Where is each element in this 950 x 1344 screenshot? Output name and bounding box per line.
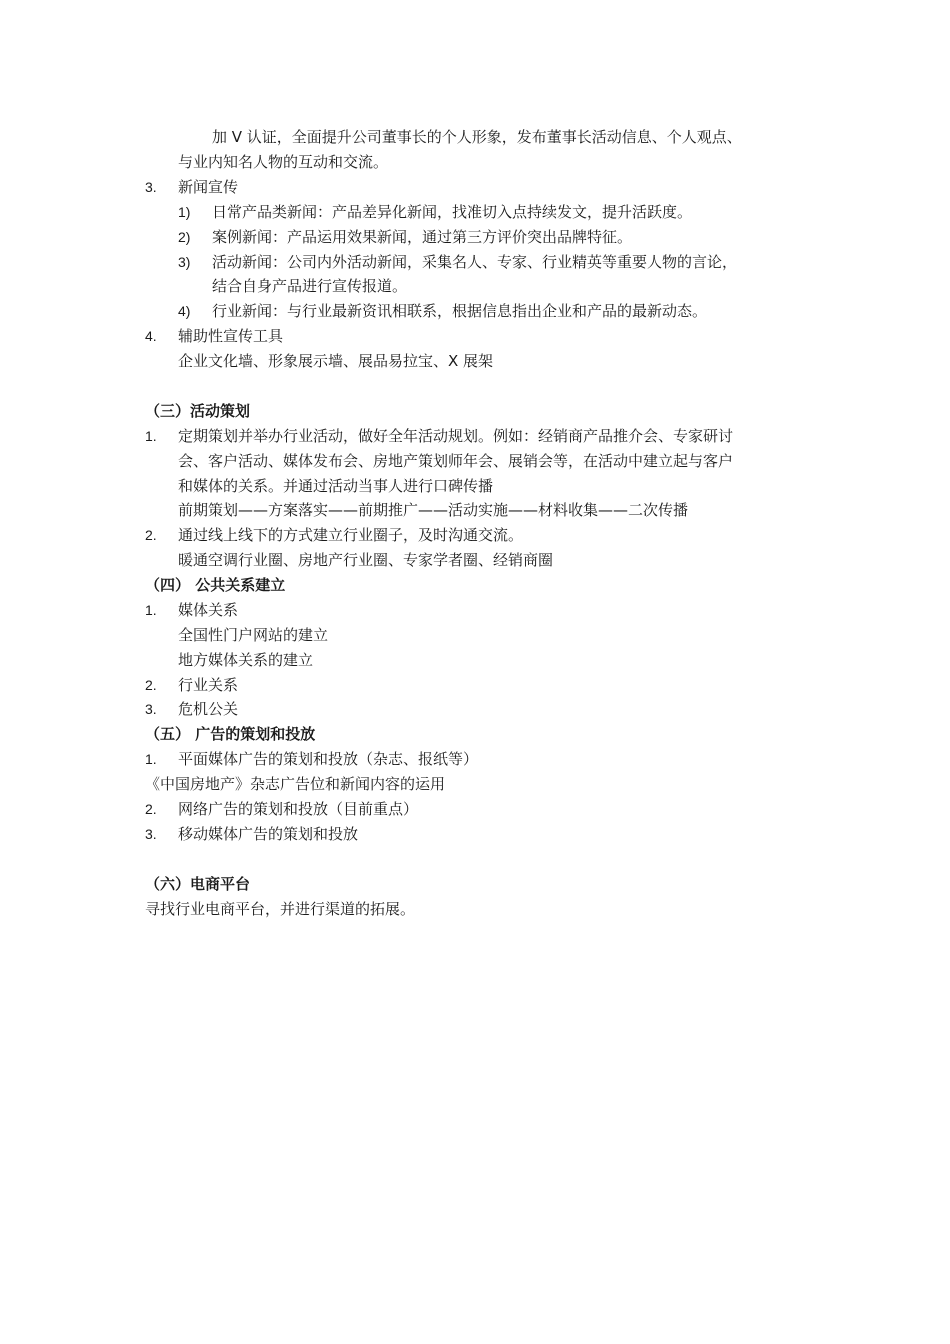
list-item-title: 新闻宣传 [178,178,239,196]
sublist-number: 3) [178,254,191,270]
sublist-number: 1) [178,204,191,220]
list-number: 2. [145,677,157,693]
section-heading: （五） 广告的策划和投放 [145,725,316,743]
list-number: 3. [145,826,157,842]
paragraph-line: 会、客户活动、媒体发布会、房地产策划师年会、展销会等，在活动中建立起与客户 [178,452,734,470]
sublist-item: 案例新闻：产品运用效果新闻，通过第三方评价突出品牌特征。 [212,228,633,246]
list-number: 2. [145,527,157,543]
paragraph-line: 寻找行业电商平台，并进行渠道的拓展。 [145,900,416,918]
paragraph-line: 《中国房地产》杂志广告位和新闻内容的运用 [145,775,446,793]
list-item-title: 媒体关系 [178,601,239,619]
sublist-number: 2) [178,229,191,245]
list-number: 1. [145,602,157,618]
list-item-detail: 企业文化墙、形象展示墙、展品易拉宝、X 展架 [178,352,494,370]
paragraph-line: 与业内知名人物的互动和交流。 [178,153,389,171]
section-heading: （四） 公共关系建立 [145,576,286,594]
paragraph-line: 前期策划——方案落实——前期推广——活动实施——材料收集——二次传播 [178,501,689,519]
list-item-title: 辅助性宣传工具 [178,327,284,345]
list-number: 1. [145,751,157,767]
paragraph-line: 加 V 认证，全面提升公司董事长的个人形象，发布董事长活动信息、个人观点、 [212,128,742,146]
list-item-title: 行业关系 [178,676,239,694]
sublist-item: 活动新闻：公司内外活动新闻，采集名人、专家、行业精英等重要人物的言论， [212,253,738,271]
list-number: 3. [145,701,157,717]
section-heading: （六）电商平台 [145,875,251,893]
sublist-number: 4) [178,303,191,319]
paragraph-line: 通过线上线下的方式建立行业圈子，及时沟通交流。 [178,526,524,544]
sublist-item: 行业新闻：与行业最新资讯相联系，根据信息指出企业和产品的最新动态。 [212,302,708,320]
list-item-title: 平面媒体广告的策划和投放（杂志、报纸等） [178,750,479,768]
list-number: 2. [145,801,157,817]
paragraph-line: 暖通空调行业圈、房地产行业圈、专家学者圈、经销商圈 [178,551,554,569]
list-number: 1. [145,428,157,444]
sublist-item: 日常产品类新闻：产品差异化新闻，找准切入点持续发文，提升活跃度。 [212,203,693,221]
list-item-title: 危机公关 [178,700,239,718]
list-item-detail: 地方媒体关系的建立 [178,651,314,669]
paragraph-line: 定期策划并举办行业活动，做好全年活动规划。例如：经销商产品推介会、专家研讨 [178,427,734,445]
section-heading: （三）活动策划 [145,402,251,420]
list-number: 4. [145,328,157,344]
list-number: 3. [145,179,157,195]
list-item-detail: 全国性门户网站的建立 [178,626,329,644]
paragraph-line: 和媒体的关系。并通过活动当事人进行口碑传播 [178,477,494,495]
list-item-title: 移动媒体广告的策划和投放 [178,825,359,843]
list-item-title: 网络广告的策划和投放（目前重点） [178,800,419,818]
sublist-item-continuation: 结合自身产品进行宣传报道。 [212,277,408,295]
